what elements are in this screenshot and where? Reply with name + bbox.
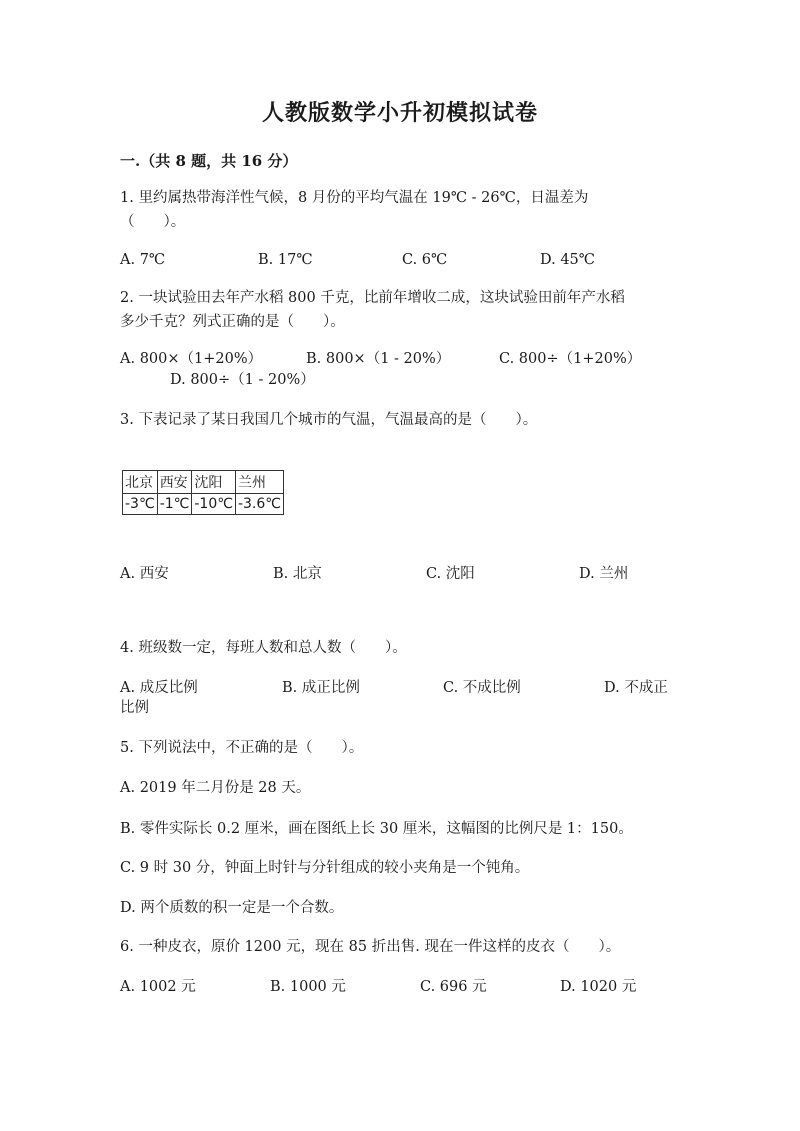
- option-b[interactable]: B. 1000 元: [270, 979, 346, 995]
- option-c[interactable]: C. 6℃: [402, 252, 448, 268]
- question-line: 4. 班级数一定，每班人数和总人数（ ）。: [120, 640, 407, 656]
- option-d-continuation: 比例: [120, 700, 149, 716]
- question-3: [120, 408, 680, 432]
- option-d[interactable]: D. 不成正: [604, 680, 668, 696]
- question-1: [120, 186, 680, 234]
- option-c[interactable]: C. 9 时 30 分，钟面上时针与分针组成的较小夹角是一个钝角。: [120, 860, 530, 876]
- question-line: （ ）。: [120, 214, 186, 230]
- option-d[interactable]: D. 1020 元: [560, 979, 637, 995]
- option-c[interactable]: C. 800÷（1+20%）: [499, 351, 642, 367]
- table-row: [123, 494, 284, 515]
- question-5: [120, 736, 680, 760]
- option-c[interactable]: C. 不成比例: [443, 680, 521, 696]
- option-b[interactable]: B. 北京: [273, 566, 322, 582]
- option-c[interactable]: C. 沈阳: [426, 566, 475, 582]
- option-a[interactable]: A. 800×（1+20%）: [120, 351, 263, 367]
- table-header-cell: 沈阳: [192, 471, 236, 494]
- option-a[interactable]: A. 西安: [120, 566, 169, 582]
- option-a[interactable]: A. 成反比例: [120, 680, 198, 696]
- option-d[interactable]: D. 800÷（1 - 20%）: [170, 372, 315, 388]
- table-cell: -3℃: [123, 494, 158, 515]
- option-b[interactable]: B. 零件实际长 0.2 厘米，画在图纸上长 30 厘米，这幅图的比例尺是 1：150。: [120, 821, 633, 837]
- question-2: [120, 286, 680, 334]
- question-6: [120, 935, 680, 959]
- option-a[interactable]: A. 1002 元: [120, 979, 196, 995]
- option-b[interactable]: B. 17℃: [258, 252, 313, 268]
- question-4: [120, 636, 680, 660]
- option-d[interactable]: D. 两个质数的积一定是一个合数。: [120, 900, 344, 916]
- table-header-row: [123, 471, 284, 494]
- option-a[interactable]: A. 2019 年二月份是 28 天。: [120, 780, 311, 796]
- temperature-table: [122, 470, 284, 515]
- option-b[interactable]: B. 800×（1 - 20%）: [306, 351, 451, 367]
- page-title: 人教版数学小升初模拟试卷: [261, 100, 538, 126]
- table-header-cell: 西安: [157, 471, 192, 494]
- option-b[interactable]: B. 成正比例: [282, 680, 360, 696]
- table-cell: -3.6℃: [235, 494, 283, 515]
- question-line: 2. 一块试验田去年产水稻 800 千克，比前年增收二成，这块试验田前年产水稻: [120, 290, 625, 306]
- table-cell: -1℃: [157, 494, 192, 515]
- question-line: 多少千克？列式正确的是（ ）。: [120, 314, 345, 330]
- question-line: 1. 里约属热带海洋性气候，8 月份的平均气温在 19℃ - 26℃，日温差为: [120, 190, 589, 206]
- table-header-cell: 北京: [123, 471, 158, 494]
- question-line: 3. 下表记录了某日我国几个城市的气温，气温最高的是（ ）。: [120, 412, 538, 428]
- question-line: 5. 下列说法中，不正确的是（ ）。: [120, 740, 364, 756]
- option-d[interactable]: D. 兰州: [579, 566, 629, 582]
- question-line: 6. 一种皮衣，原价 1200 元，现在 85 折出售. 现在一件这样的皮衣（ ）。: [120, 939, 621, 955]
- option-d[interactable]: D. 45℃: [540, 252, 595, 268]
- table-cell: -10℃: [192, 494, 236, 515]
- table-header-cell: 兰州: [235, 471, 283, 494]
- option-a[interactable]: A. 7℃: [120, 252, 166, 268]
- option-c[interactable]: C. 696 元: [420, 979, 487, 995]
- section-header: 一.（共 8 题，共 16 分）: [120, 152, 298, 170]
